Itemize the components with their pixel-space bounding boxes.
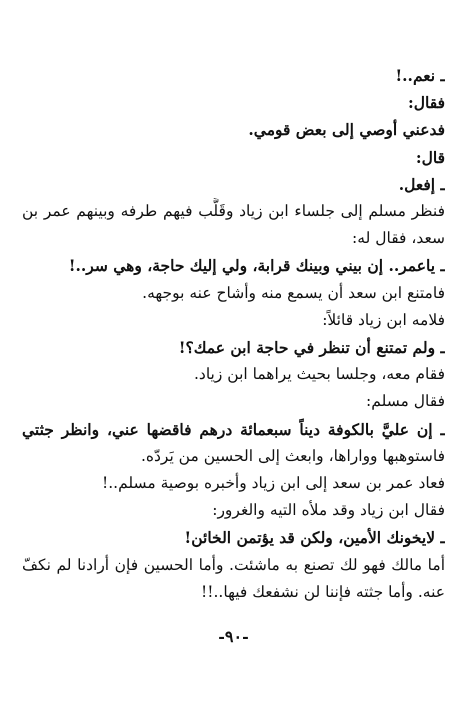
text-line: فاستوهبها وواراها، وابعث إلى الحسين من يَردّه. (140, 446, 445, 465)
text-line: ـ لايخونك الأمين، ولكن قد يؤتمن الخائن! (184, 528, 445, 548)
text-line: قال: (415, 147, 445, 167)
text-line: فقام معه، وجلسا بحيث يراهما ابن زياد. (194, 365, 445, 384)
page-number: -٩٠- (218, 627, 249, 646)
text-line: فدعني أوصي إلى بعض قومي. (248, 120, 445, 140)
text-line: ـ إفعل. (398, 174, 445, 194)
text-line: ـ ياعمر.. إن بيني وبينك قرابة، ولي إليك حاجة، وهي سر..! (68, 256, 445, 276)
text-line: فلامه ابن زياد قائلاً: (322, 310, 445, 329)
text-line: فقال: (408, 93, 445, 113)
text-line: ـ إن عليَّ بالكوفة ديناً سبعمائة درهم فاقضها عني، وانظر جثتي (22, 419, 445, 439)
page-text (22, 62, 445, 606)
text-line: سعد، فقال له: (352, 229, 445, 248)
text-line: فنظر مسلم إلى جلساء ابن زياد وقَلَّب فيهم طرفه وبينهم عمر بن (22, 202, 445, 221)
text-line: أما مالك فهو لك تصنع به ماشئت. وأما الحسين فإن أرادنا لم نكفّ (22, 555, 445, 574)
text-line: فامتنع ابن سعد أن يسمع منه وأشاح عنه بوجهه. (142, 283, 445, 302)
text-line: ـ نعم..! (395, 66, 445, 85)
text-line: فقال مسلم: (366, 392, 445, 411)
text-line: فقال ابن زياد وقد ملأه التيه والغرور: (212, 501, 445, 520)
text-line: ـ ولم تمتنع أن تنظر في حاجة ابن عمك؟! (178, 338, 445, 358)
text-line: فعاد عمر بن سعد إلى ابن زياد وأخبره بوصية مسلم..! (102, 474, 445, 493)
text-line: عنه. وأما جثته فإننا لن نشفعك فيها..!! (201, 582, 445, 601)
